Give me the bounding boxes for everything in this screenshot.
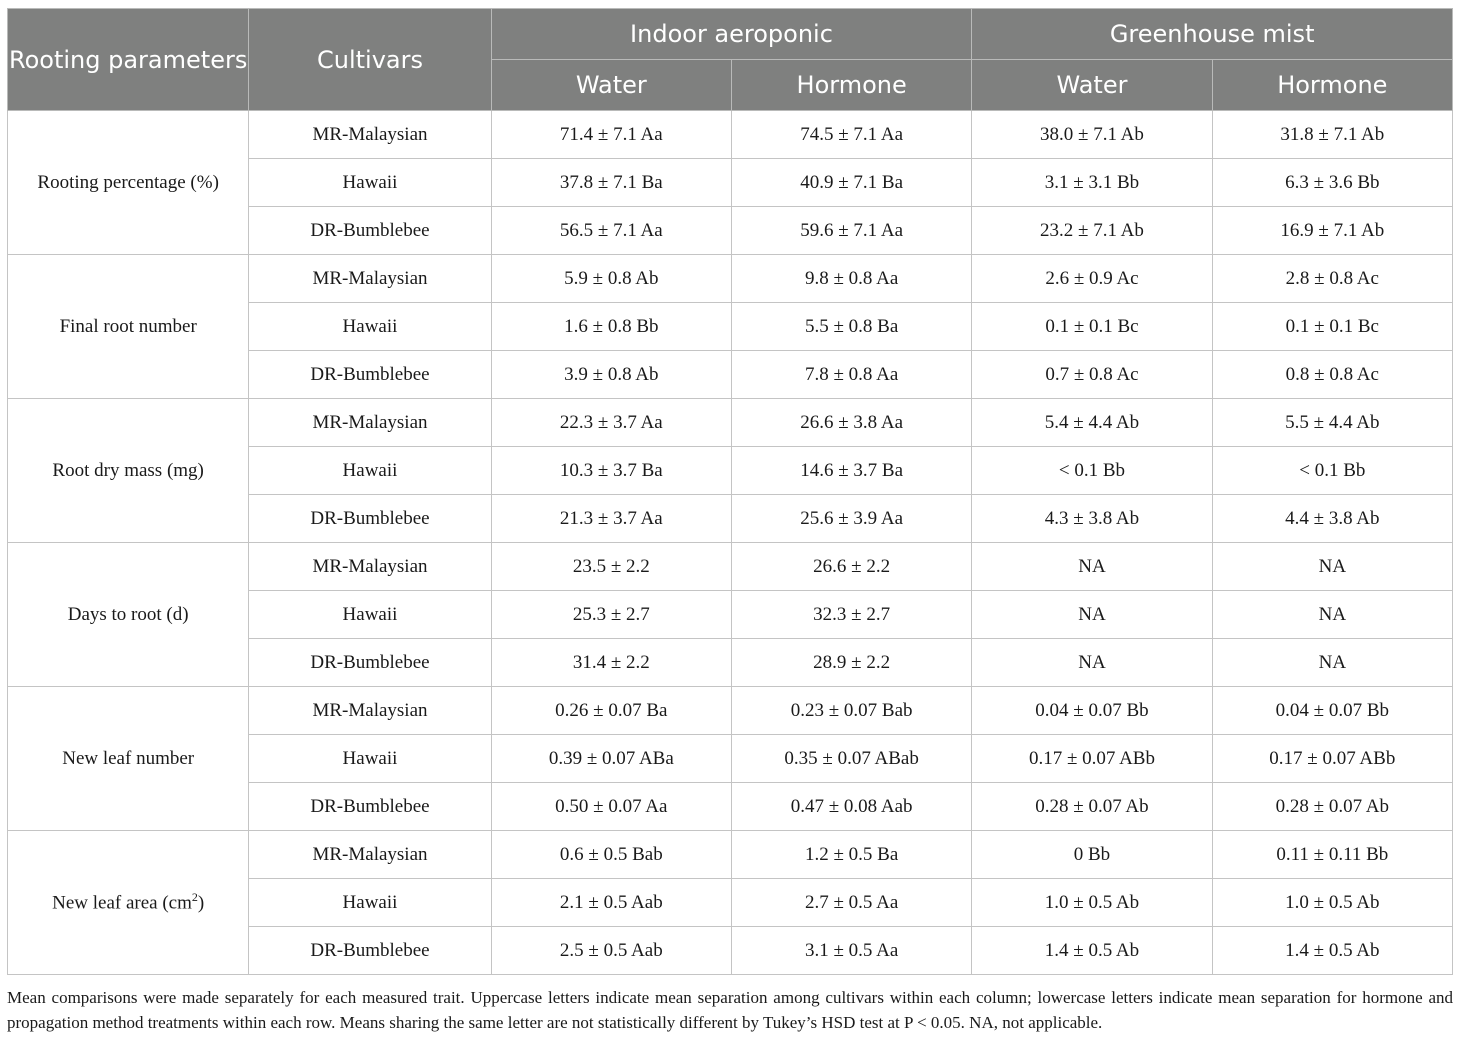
cultivar-cell: MR-Malaysian bbox=[249, 831, 491, 879]
greenhouse-hormone-cell: 2.8 ± 0.8 Ac bbox=[1212, 255, 1452, 303]
header-greenhouse-hormone: Hormone bbox=[1212, 60, 1452, 111]
parameter-label: Root dry mass (mg) bbox=[52, 459, 204, 481]
indoor-hormone-cell: 26.6 ± 2.2 bbox=[731, 543, 971, 591]
greenhouse-water-cell: 0.04 ± 0.07 Bb bbox=[972, 687, 1212, 735]
indoor-water-cell: 0.39 ± 0.07 ABa bbox=[491, 735, 731, 783]
parameter-label: Days to root (d) bbox=[67, 603, 189, 625]
cultivar-cell: MR-Malaysian bbox=[249, 399, 491, 447]
greenhouse-hormone-cell: 0.8 ± 0.8 Ac bbox=[1212, 351, 1452, 399]
indoor-water-cell: 71.4 ± 7.1 Aa bbox=[491, 111, 731, 159]
header-row-top bbox=[8, 9, 1453, 60]
greenhouse-water-cell: NA bbox=[972, 543, 1212, 591]
cultivar-cell: Hawaii bbox=[249, 303, 491, 351]
greenhouse-hormone-cell: 31.8 ± 7.1 Ab bbox=[1212, 111, 1452, 159]
greenhouse-hormone-cell: 1.0 ± 0.5 Ab bbox=[1212, 879, 1452, 927]
greenhouse-hormone-cell: 5.5 ± 4.4 Ab bbox=[1212, 399, 1452, 447]
header-indoor-hormone: Hormone bbox=[731, 60, 971, 111]
cultivar-cell: MR-Malaysian bbox=[249, 111, 491, 159]
header-indoor-aeroponic: Indoor aeroponic bbox=[491, 9, 972, 60]
indoor-hormone-cell: 25.6 ± 3.9 Aa bbox=[731, 495, 971, 543]
indoor-water-cell: 2.1 ± 0.5 Aab bbox=[491, 879, 731, 927]
greenhouse-water-cell: NA bbox=[972, 591, 1212, 639]
greenhouse-water-cell: 5.4 ± 4.4 Ab bbox=[972, 399, 1212, 447]
header-greenhouse-mist: Greenhouse mist bbox=[972, 9, 1453, 60]
cultivar-cell: Hawaii bbox=[249, 735, 491, 783]
indoor-hormone-cell: 1.2 ± 0.5 Ba bbox=[731, 831, 971, 879]
indoor-water-cell: 1.6 ± 0.8 Bb bbox=[491, 303, 731, 351]
greenhouse-hormone-cell: NA bbox=[1212, 543, 1452, 591]
cultivar-cell: MR-Malaysian bbox=[249, 255, 491, 303]
indoor-water-cell: 22.3 ± 3.7 Aa bbox=[491, 399, 731, 447]
greenhouse-water-cell: 23.2 ± 7.1 Ab bbox=[972, 207, 1212, 255]
parameter-label: New leaf area (cm bbox=[52, 892, 192, 914]
indoor-water-cell: 21.3 ± 3.7 Aa bbox=[491, 495, 731, 543]
greenhouse-hormone-cell: 0.04 ± 0.07 Bb bbox=[1212, 687, 1452, 735]
indoor-water-cell: 31.4 ± 2.2 bbox=[491, 639, 731, 687]
indoor-water-cell: 2.5 ± 0.5 Aab bbox=[491, 927, 731, 975]
table-row bbox=[8, 399, 1453, 447]
indoor-water-cell: 37.8 ± 7.1 Ba bbox=[491, 159, 731, 207]
indoor-hormone-cell: 2.7 ± 0.5 Aa bbox=[731, 879, 971, 927]
indoor-water-cell: 25.3 ± 2.7 bbox=[491, 591, 731, 639]
cultivar-cell: Hawaii bbox=[249, 447, 491, 495]
greenhouse-water-cell: < 0.1 Bb bbox=[972, 447, 1212, 495]
indoor-hormone-cell: 7.8 ± 0.8 Aa bbox=[731, 351, 971, 399]
greenhouse-hormone-cell: NA bbox=[1212, 639, 1452, 687]
table-row bbox=[8, 255, 1453, 303]
indoor-hormone-cell: 14.6 ± 3.7 Ba bbox=[731, 447, 971, 495]
table-row bbox=[8, 111, 1453, 159]
cultivar-cell: DR-Bumblebee bbox=[249, 207, 491, 255]
cultivar-cell: DR-Bumblebee bbox=[249, 351, 491, 399]
indoor-hormone-cell: 3.1 ± 0.5 Aa bbox=[731, 927, 971, 975]
rooting-data-table bbox=[7, 8, 1453, 975]
data-table-container bbox=[7, 8, 1453, 975]
cultivar-cell: MR-Malaysian bbox=[249, 543, 491, 591]
cultivar-cell: DR-Bumblebee bbox=[249, 495, 491, 543]
header-greenhouse-water: Water bbox=[972, 60, 1212, 111]
cultivar-cell: Hawaii bbox=[249, 159, 491, 207]
table-body bbox=[8, 111, 1453, 975]
greenhouse-water-cell: 4.3 ± 3.8 Ab bbox=[972, 495, 1212, 543]
greenhouse-water-cell: 0.1 ± 0.1 Bc bbox=[972, 303, 1212, 351]
parameter-label-suffix: ) bbox=[197, 892, 205, 914]
indoor-hormone-cell: 40.9 ± 7.1 Ba bbox=[731, 159, 971, 207]
parameter-cell bbox=[8, 831, 249, 975]
table-row bbox=[8, 687, 1453, 735]
header-rooting-parameters-label: Rooting parameters bbox=[9, 45, 248, 74]
indoor-hormone-cell: 26.6 ± 3.8 Aa bbox=[731, 399, 971, 447]
greenhouse-water-cell: 0 Bb bbox=[972, 831, 1212, 879]
greenhouse-hormone-cell: 0.11 ± 0.11 Bb bbox=[1212, 831, 1452, 879]
table-header bbox=[8, 9, 1453, 111]
greenhouse-water-cell: 3.1 ± 3.1 Bb bbox=[972, 159, 1212, 207]
table-row bbox=[8, 831, 1453, 879]
greenhouse-hormone-cell: < 0.1 Bb bbox=[1212, 447, 1452, 495]
parameter-cell bbox=[8, 687, 249, 831]
indoor-hormone-cell: 32.3 ± 2.7 bbox=[731, 591, 971, 639]
parameter-cell bbox=[8, 255, 249, 399]
greenhouse-water-cell: NA bbox=[972, 639, 1212, 687]
indoor-water-cell: 3.9 ± 0.8 Ab bbox=[491, 351, 731, 399]
greenhouse-hormone-cell: 16.9 ± 7.1 Ab bbox=[1212, 207, 1452, 255]
indoor-hormone-cell: 28.9 ± 2.2 bbox=[731, 639, 971, 687]
greenhouse-water-cell: 2.6 ± 0.9 Ac bbox=[972, 255, 1212, 303]
indoor-hormone-cell: 5.5 ± 0.8 Ba bbox=[731, 303, 971, 351]
cultivar-cell: Hawaii bbox=[249, 879, 491, 927]
greenhouse-water-cell: 0.28 ± 0.07 Ab bbox=[972, 783, 1212, 831]
greenhouse-water-cell: 1.0 ± 0.5 Ab bbox=[972, 879, 1212, 927]
parameter-label: New leaf number bbox=[62, 747, 195, 769]
greenhouse-water-cell: 0.7 ± 0.8 Ac bbox=[972, 351, 1212, 399]
table-footnote: Mean comparisons were made separately for each measured trait. Uppercase letters indicate mean separation among cultivars within each column; lowercase letters indicate mean separation for hormone and propagation method treatments within each row. Means sharing the same letter are not statistically different by Tukey’s HSD test at P < 0.05. NA, not applicable. bbox=[7, 988, 1453, 1032]
parameter-cell bbox=[8, 543, 249, 687]
table-row bbox=[8, 543, 1453, 591]
cultivar-cell: MR-Malaysian bbox=[249, 687, 491, 735]
indoor-water-cell: 0.26 ± 0.07 Ba bbox=[491, 687, 731, 735]
greenhouse-hormone-cell: 6.3 ± 3.6 Bb bbox=[1212, 159, 1452, 207]
indoor-water-cell: 10.3 ± 3.7 Ba bbox=[491, 447, 731, 495]
indoor-hormone-cell: 0.23 ± 0.07 Bab bbox=[731, 687, 971, 735]
greenhouse-hormone-cell: 0.17 ± 0.07 ABb bbox=[1212, 735, 1452, 783]
greenhouse-water-cell: 1.4 ± 0.5 Ab bbox=[972, 927, 1212, 975]
cultivar-cell: DR-Bumblebee bbox=[249, 927, 491, 975]
greenhouse-hormone-cell: NA bbox=[1212, 591, 1452, 639]
parameter-cell bbox=[8, 399, 249, 543]
parameter-label: Rooting percentage (%) bbox=[37, 171, 219, 193]
indoor-hormone-cell: 9.8 ± 0.8 Aa bbox=[731, 255, 971, 303]
indoor-water-cell: 56.5 ± 7.1 Aa bbox=[491, 207, 731, 255]
greenhouse-hormone-cell: 0.1 ± 0.1 Bc bbox=[1212, 303, 1452, 351]
indoor-hormone-cell: 74.5 ± 7.1 Aa bbox=[731, 111, 971, 159]
indoor-water-cell: 0.50 ± 0.07 Aa bbox=[491, 783, 731, 831]
parameter-label: Final root number bbox=[59, 315, 197, 337]
cultivar-cell: Hawaii bbox=[249, 591, 491, 639]
parameter-unit-superscript: 2 bbox=[191, 890, 198, 905]
indoor-hormone-cell: 0.47 ± 0.08 Aab bbox=[731, 783, 971, 831]
header-indoor-water: Water bbox=[491, 60, 731, 111]
cultivar-cell: DR-Bumblebee bbox=[249, 639, 491, 687]
indoor-hormone-cell: 0.35 ± 0.07 ABab bbox=[731, 735, 971, 783]
header-rooting-parameters bbox=[8, 9, 249, 111]
parameter-cell bbox=[8, 111, 249, 255]
indoor-water-cell: 0.6 ± 0.5 Bab bbox=[491, 831, 731, 879]
greenhouse-hormone-cell: 0.28 ± 0.07 Ab bbox=[1212, 783, 1452, 831]
header-cultivars: Cultivars bbox=[249, 9, 491, 111]
greenhouse-hormone-cell: 4.4 ± 3.8 Ab bbox=[1212, 495, 1452, 543]
greenhouse-water-cell: 0.17 ± 0.07 ABb bbox=[972, 735, 1212, 783]
cultivar-cell: DR-Bumblebee bbox=[249, 783, 491, 831]
greenhouse-hormone-cell: 1.4 ± 0.5 Ab bbox=[1212, 927, 1452, 975]
indoor-water-cell: 5.9 ± 0.8 Ab bbox=[491, 255, 731, 303]
greenhouse-water-cell: 38.0 ± 7.1 Ab bbox=[972, 111, 1212, 159]
indoor-water-cell: 23.5 ± 2.2 bbox=[491, 543, 731, 591]
indoor-hormone-cell: 59.6 ± 7.1 Aa bbox=[731, 207, 971, 255]
